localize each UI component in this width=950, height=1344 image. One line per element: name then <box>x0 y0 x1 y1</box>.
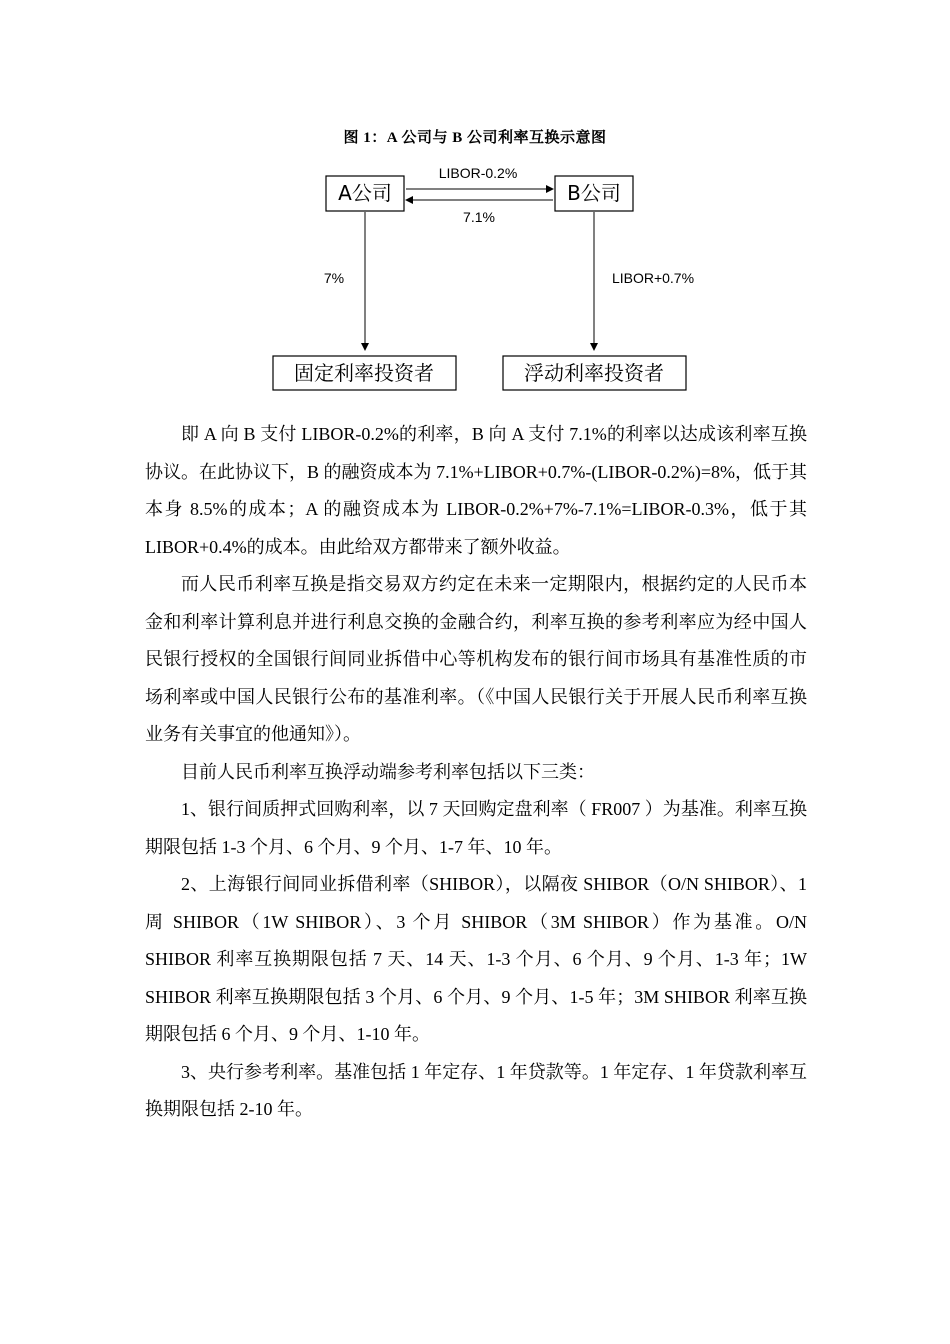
paragraph: 即 A 向 B 支付 LIBOR-0.2%的利率，B 向 A 支付 7.1%的利率以达成该利率互换协议。在此协议下，B 的融资成本为 7.1%+LIBOR+0.7%-(LIBOR-0.2%)=8%，低于其本身 8.5%的成本；A 的融资成本为 LIBOR-0.2%+7%-7.1%=LIBOR-0.3%，低于其 LIBOR+0.4%的成本。由此给双方都带来了额外收益。 <box>145 424 807 557</box>
paragraph: 目前人民币利率互换浮动端参考利率包括以下三类： <box>181 761 595 782</box>
fixed-investor-label: 固定利率投资者 <box>294 361 434 385</box>
float-investor-box <box>503 356 686 390</box>
b-company-box <box>555 176 633 211</box>
arrow-label-a-down: 7% <box>323 270 345 286</box>
interest-rate-swap-diagram <box>0 0 950 400</box>
arrow-label-b-to-a: 7.1% <box>463 209 495 225</box>
paragraph: 1、银行间质押式回购利率，以 7 天回购定盘利率（ FR007 ）为基准。利率互换期限包括 1-3 个月、6 个月、9 个月、1-7 年、10 年。 <box>145 799 807 857</box>
a-company-box <box>326 176 404 211</box>
arrow-label-a-to-b: LIBOR-0.2% <box>438 165 518 181</box>
paragraph: 3、央行参考利率。基准包括 1 年定存、1 年贷款等。1 年定存、1 年贷款利率互换期限包括 2-10 年。 <box>145 1061 807 1119</box>
arrow-label-b-down: LIBOR+0.7% <box>611 270 695 286</box>
b-company-label: B公司 <box>567 181 621 205</box>
paragraph: 2、上海银行间同业拆借利率（SHIBOR），以隔夜 SHIBOR（O/N SHIBOR）、1 周 SHIBOR（1W SHIBOR）、3 个月 SHIBOR（3M SHIBOR）作为基准。O/N SHIBOR 利率互换期限包括 7 天、14 天、1-3 个月、6 个月、9 个月、1-3 年；1W SHIBOR 利率互换期限包括 3 个月、6 个月、9 个月、1-5 年；3M SHIBOR 利率互换期限包括 6 个月、9 个月、1-10 年。 <box>145 874 807 1044</box>
figure-title: 图 1：A 公司与 B 公司利率互换示意图 <box>343 130 607 146</box>
float-investor-label: 浮动利率投资者 <box>524 361 664 385</box>
fixed-investor-box <box>273 356 456 390</box>
a-company-label: A公司 <box>338 181 392 205</box>
body-text <box>145 416 807 1129</box>
paragraph: 而人民币利率互换是指交易双方约定在未来一定期限内，根据约定的人民币本金和利率计算利息并进行利息交换的金融合约，利率互换的参考利率应为经中国人民银行授权的全国银行间同业拆借中心等机构发布的银行间市场具有基准性质的市场利率或中国人民银行公布的基准利率。（《中国人民银行关于开展人民币利率互换业务有关事宜的他通知》）。 <box>145 574 807 744</box>
